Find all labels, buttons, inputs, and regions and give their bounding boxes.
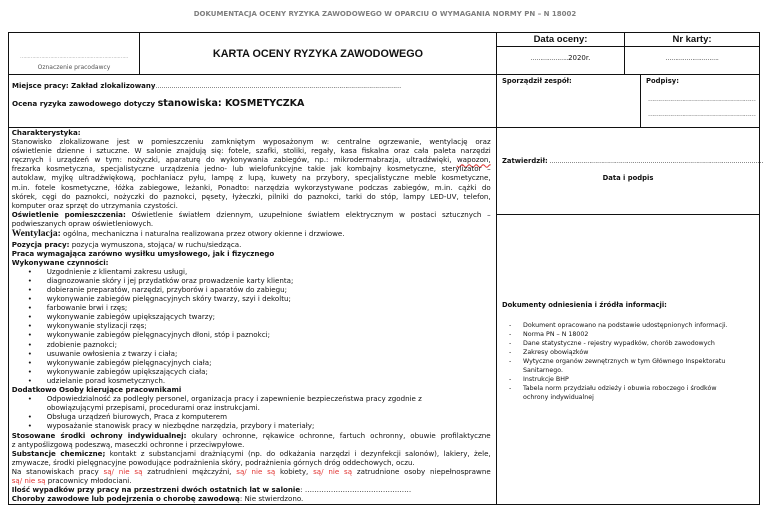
task-text: wykonywanie zabiegów pielęgnacyjnych dłoni, stóp i paznokci; bbox=[46, 330, 270, 340]
card-number-blank: ………………………. bbox=[665, 55, 719, 62]
bullet-icon: • bbox=[27, 421, 32, 431]
manager-duty-text: Obsługa urządzeń biurowych, Praca z komputerem bbox=[46, 412, 228, 422]
manager-duty-text: Odpowiedzialność za podległy personel, organizacja pracy i zapewnienie bezpieczeństwa pracy zgodnie z bbox=[46, 394, 422, 404]
dash-icon: - bbox=[509, 349, 512, 356]
task-text: dobieranie preparatów, narzędzi, przyborów i aparatów do zabiegu; bbox=[46, 285, 288, 294]
choice-option-text: są/ nie są bbox=[313, 466, 353, 476]
card-number-label-cell bbox=[624, 32, 760, 47]
choice-option-text: są/ nie są bbox=[236, 466, 276, 476]
managers-heading: Dodatkowo Osoby kierujące pracownikami bbox=[11, 385, 182, 395]
position-line bbox=[12, 98, 304, 110]
reference-text: Norma PN – N 18002 bbox=[523, 331, 589, 338]
tasks-list bbox=[12, 267, 491, 385]
occupational-diseases-value: : Nie stwierdzono. bbox=[239, 494, 304, 504]
bullet-icon: • bbox=[27, 312, 32, 322]
references-list bbox=[497, 321, 757, 402]
characteristics-section bbox=[12, 128, 491, 503]
reference-text: Instrukcje BHP bbox=[523, 376, 569, 383]
employment-text: pracownicy młodociani. bbox=[45, 475, 132, 485]
ppe-text: okulary ochronne, rękawice ochronne, fartuch ochronny, obuwie profilaktyczne bbox=[186, 430, 491, 440]
description-line bbox=[12, 155, 491, 164]
dash-icon: - bbox=[509, 331, 512, 338]
employer-blank-line: ……………………………………………………………… bbox=[20, 54, 128, 60]
approval-label: Zatwierdził: bbox=[502, 157, 548, 165]
approval-blank: ……………………………………………………………………………………………… bbox=[547, 158, 764, 165]
employment-text: zatrudnieni mężczyźni, bbox=[142, 466, 237, 476]
description-line: Stanowisko zlokalizowane jest w pomieszczeniu zamkniętym wyposażonym w: centralne ogrzewanie, wentylację oraz bbox=[11, 137, 491, 147]
characteristics-cell bbox=[8, 127, 497, 505]
bullet-icon: • bbox=[27, 412, 32, 422]
manager-duty-text: wyposażanie stanowisk pracy w niezbędne narzędzia, przybory i materiały; bbox=[46, 421, 315, 431]
employment-line bbox=[12, 476, 491, 485]
card-title-cell bbox=[139, 32, 497, 75]
signatures-label: Podpisy: bbox=[646, 77, 679, 85]
task-text: diagnozowanie skóry i jej przydatków oraz prowadzenie karty klienta; bbox=[46, 275, 294, 285]
approval-cell bbox=[496, 127, 764, 215]
work-position-text: pozycja wymuszona, stojąca/ w ruchu/siedząca. bbox=[69, 239, 242, 249]
prepared-by-label: Sporządził zespół: bbox=[502, 77, 572, 85]
task-list-item bbox=[12, 321, 491, 330]
assessment-date-year: 2020r. bbox=[568, 54, 591, 62]
workplace-blank: …………………………………………………………………………………………………………… bbox=[155, 83, 401, 90]
accidents-value: : ……………………………………… bbox=[300, 485, 412, 495]
lighting-section bbox=[12, 210, 491, 230]
dash-icon: - bbox=[509, 385, 512, 392]
assessment-date-blank: ……………….. bbox=[530, 55, 569, 62]
task-text: udzielanie porad kosmetycznych. bbox=[46, 375, 166, 385]
description-line: skórek, cęgi do paznokci, nożyczki do paznokci, pęsety, łyżeczki, pilniki do paznokci, tarki do stóp, lampy LED-UV, telefon, bbox=[11, 191, 491, 201]
approval-line bbox=[502, 157, 763, 166]
task-text: Uzgodnienie z klientami zakresu usługi, bbox=[46, 266, 188, 276]
work-position-line bbox=[12, 240, 491, 249]
task-text: wykonywanie zabiegów pielęgnacyjnych ciała; bbox=[46, 357, 212, 367]
assessment-date-label: Data oceny: bbox=[533, 34, 588, 45]
reference-item bbox=[497, 357, 741, 375]
characteristics-description bbox=[12, 137, 491, 210]
task-list-item bbox=[12, 294, 491, 303]
task-text: wykonywanie zabiegów upiększających twarzy; bbox=[46, 312, 216, 322]
reference-item bbox=[497, 330, 741, 339]
workplace-label: Miejsce pracy: Zakład zlokalizowany bbox=[12, 82, 156, 90]
manager-duty-item bbox=[12, 412, 491, 421]
dash-icon: - bbox=[509, 340, 512, 347]
description-line: autoklaw, myjkę ultradźwiękową, pochłaniacz pyłu, lampę z lupą, kuwety na przybory, specjalistyczne meble kosmetyczne, bbox=[11, 173, 491, 183]
chemicals-section bbox=[12, 449, 491, 467]
lighting-label: Oświetlenie pomieszczenia: bbox=[11, 209, 126, 219]
card-number-value-cell bbox=[624, 46, 760, 75]
reference-text: Zakresy obowiązków bbox=[523, 349, 589, 356]
ppe-line bbox=[12, 431, 491, 440]
choice-option-text: są/ nie są bbox=[103, 466, 143, 476]
card-number-value bbox=[625, 53, 759, 64]
chemicals-text: kontakt z substancjami drażniącymi (np. do odkażania narzędzi i dezynfekcji salonów), lakiery, żele, bbox=[105, 448, 491, 458]
task-list-item bbox=[12, 285, 491, 294]
task-list-item bbox=[12, 312, 491, 321]
chemicals-label: Substancje chemiczne; bbox=[11, 448, 106, 458]
task-list-item bbox=[12, 358, 491, 367]
task-list-item bbox=[12, 267, 491, 276]
manager-duty-text: obowiązującymi przepisami, procedurami oraz instrukcjami. bbox=[46, 403, 260, 413]
task-text: usuwanie owłosienia z twarzy i ciała; bbox=[46, 348, 178, 358]
occupational-diseases-label: Choroby zawodowe lub podejrzenia o chorobę zawodową bbox=[11, 494, 240, 504]
assessment-date-value bbox=[497, 53, 624, 64]
assessment-date-label-cell bbox=[496, 32, 625, 47]
reference-text: Wytyczne organów zewnętrznych w tym Głównego Inspektoratu Sanitarnego. bbox=[523, 358, 726, 374]
workplace-line bbox=[12, 82, 401, 91]
reference-item bbox=[497, 384, 741, 402]
task-text: farbowanie brwi i rzęs; bbox=[46, 303, 128, 313]
ppe-label: Stosowane środki ochrony indywidualnej: bbox=[11, 430, 187, 440]
task-list-item bbox=[12, 340, 491, 349]
references-title: Dokumenty odniesienia i źródła informacji: bbox=[502, 301, 667, 309]
description-line-text: ręcznych i urządzeń w tym: nożyczki, aparaturę do wykonywania zabiegów, np.: mikrodermabrazja, ultradźwięki, bbox=[11, 155, 457, 165]
card-title: KARTA OCENY RYZYKA ZAWODOWEGO bbox=[212, 47, 424, 60]
task-list-item bbox=[12, 276, 491, 285]
bullet-icon: • bbox=[27, 357, 32, 367]
position-label: stanowiska: bbox=[157, 98, 225, 109]
task-text: wykonywanie zabiegów pielęgnacyjnych skóry twarzy, szyi i dekoltu; bbox=[46, 294, 291, 304]
employment-line bbox=[12, 467, 491, 476]
workplace-cell bbox=[8, 74, 497, 128]
lighting-text: Oświetlenie światłem dziennym, uzupełnione światłem elektrycznym w postaci sztucznych – bbox=[125, 209, 491, 219]
employer-cell bbox=[8, 32, 140, 75]
assessment-date-value-cell bbox=[496, 46, 625, 75]
signature-line: ……………………………………………… bbox=[648, 96, 756, 103]
manager-duty-item bbox=[12, 421, 491, 430]
dash-icon: - bbox=[509, 358, 512, 365]
characteristics-heading: Charakterystyka: bbox=[11, 128, 81, 137]
reference-item bbox=[497, 375, 741, 384]
employer-label: Oznaczenie pracodawcy bbox=[37, 64, 111, 71]
references-cell bbox=[496, 214, 760, 505]
bullet-icon: • bbox=[27, 375, 32, 385]
task-list-item bbox=[12, 303, 491, 312]
card-number-label: Nr karty: bbox=[672, 34, 712, 45]
bullet-icon: • bbox=[27, 285, 32, 294]
description-line: frezarka kosmetyczna, specjalistyczne urządzenia jedno- lub wielofunkcyjne takie jak kombajny kosmetyczne, sterylizator – bbox=[11, 164, 491, 174]
task-text: wykonywanie stylizacji rzęs; bbox=[46, 321, 147, 331]
ventilation-line bbox=[12, 229, 491, 239]
document-header: DOKUMENTACJA OCENY RYZYKA ZAWODOWEGO W OPARCIU O WYMAGANIA NORMY PN – N 18002 bbox=[193, 10, 577, 18]
position-value: KOSMETYCZKA bbox=[225, 98, 305, 109]
task-list-item bbox=[12, 367, 491, 376]
assessment-prefix: Ocena ryzyka zawodowego dotyczy bbox=[12, 99, 158, 108]
description-line: komputer oraz sprzęt do utrzymania czystości. bbox=[11, 200, 178, 210]
bullet-icon: • bbox=[27, 266, 32, 276]
bullet-icon: • bbox=[27, 348, 32, 358]
lighting-line bbox=[12, 210, 491, 219]
prepared-by-cell bbox=[496, 74, 641, 128]
accidents-label: Ilość wypadków przy pracy na przestrzeni dwóch ostatnich lat w salonie bbox=[11, 485, 301, 495]
task-text: zdobienie paznokci; bbox=[46, 339, 117, 349]
description-line: oświetlenie dzienne i sztuczne. W salonie znajdują się: fotele, szafki, stoliki, regały, kasa fiskalna oraz cała paleta narzędzi bbox=[11, 146, 491, 156]
description-line: m.in. fotele kosmetyczne, łóżka zabiegowe, leżanki, Ponadto: narzędzia wykorzystywane podczas zabiegów, m.in. cążki do bbox=[11, 182, 491, 192]
bullet-icon: • bbox=[27, 321, 32, 331]
ppe-line: z antypoślizgową podeszwą, maseczki ochronne i przeciwpyłowe. bbox=[11, 439, 245, 449]
occupational-diseases-line bbox=[12, 494, 491, 503]
bullet-icon: • bbox=[27, 303, 32, 313]
work-position-label: Pozycja pracy: bbox=[11, 239, 70, 249]
bullet-icon: • bbox=[27, 294, 32, 304]
reference-text: Dokument opracowano na podstawie udostępnionych informacji. bbox=[523, 322, 728, 329]
reference-item bbox=[497, 339, 741, 348]
manager-duty-item bbox=[12, 394, 491, 412]
dash-icon: - bbox=[509, 376, 512, 383]
signature-line: ……………………………………………… bbox=[648, 111, 756, 118]
choice-option-text: są/ nie są bbox=[11, 475, 46, 485]
employment-text: kobiety, bbox=[275, 466, 314, 476]
reference-item bbox=[497, 348, 741, 357]
task-list-item bbox=[12, 376, 491, 385]
lighting-line: podwieszanych opraw oświetleniowych. bbox=[11, 218, 154, 228]
ventilation-label: Wentylacja: bbox=[11, 229, 61, 240]
bullet-icon: • bbox=[27, 330, 32, 340]
ppe-section bbox=[12, 431, 491, 449]
bullet-icon: • bbox=[27, 275, 32, 285]
reference-text: Dane statystyczne - rejestry wypadków, chorób zawodowych bbox=[523, 340, 715, 347]
accidents-line bbox=[12, 485, 491, 494]
bullet-icon: • bbox=[27, 394, 32, 404]
reference-item bbox=[497, 321, 741, 330]
employment-text: Na stanowiskach pracy bbox=[11, 466, 104, 476]
employment-text: zatrudnione osoby niepełnosprawne bbox=[352, 466, 491, 476]
signatures-cell bbox=[640, 74, 760, 128]
bullet-icon: • bbox=[27, 339, 32, 349]
dash-icon: - bbox=[509, 322, 512, 329]
chemicals-line: zmywacze, środki pielęgnacyjne powodujące podrażnienia skóry, podrażnienia górnych dróg oddechowych, oczu. bbox=[11, 457, 415, 467]
work-type-line: Praca wymagająca zarówno wysiłku umysłowego, jak i fizycznego bbox=[11, 248, 275, 258]
bullet-icon: • bbox=[27, 366, 32, 376]
approval-caption: Data i podpis bbox=[602, 174, 654, 182]
task-list-item bbox=[12, 349, 491, 358]
managers-list bbox=[12, 394, 491, 430]
spellcheck-flagged-word: wapozon, bbox=[456, 155, 491, 165]
employment-section bbox=[12, 467, 491, 485]
chemicals-line bbox=[12, 449, 491, 458]
ventilation-text: ogólna, mechaniczna i naturalna realizowana przez otwory okienne i drzwiowe. bbox=[60, 229, 345, 239]
task-text: wykonywanie zabiegów upiększających ciała; bbox=[46, 366, 208, 376]
tasks-heading: Wykonywane czynności: bbox=[11, 257, 109, 267]
reference-text: Tabela norm przydziału odzieży i obuwia roboczego i środków ochrony indywidualnej bbox=[523, 385, 717, 401]
task-list-item bbox=[12, 330, 491, 339]
